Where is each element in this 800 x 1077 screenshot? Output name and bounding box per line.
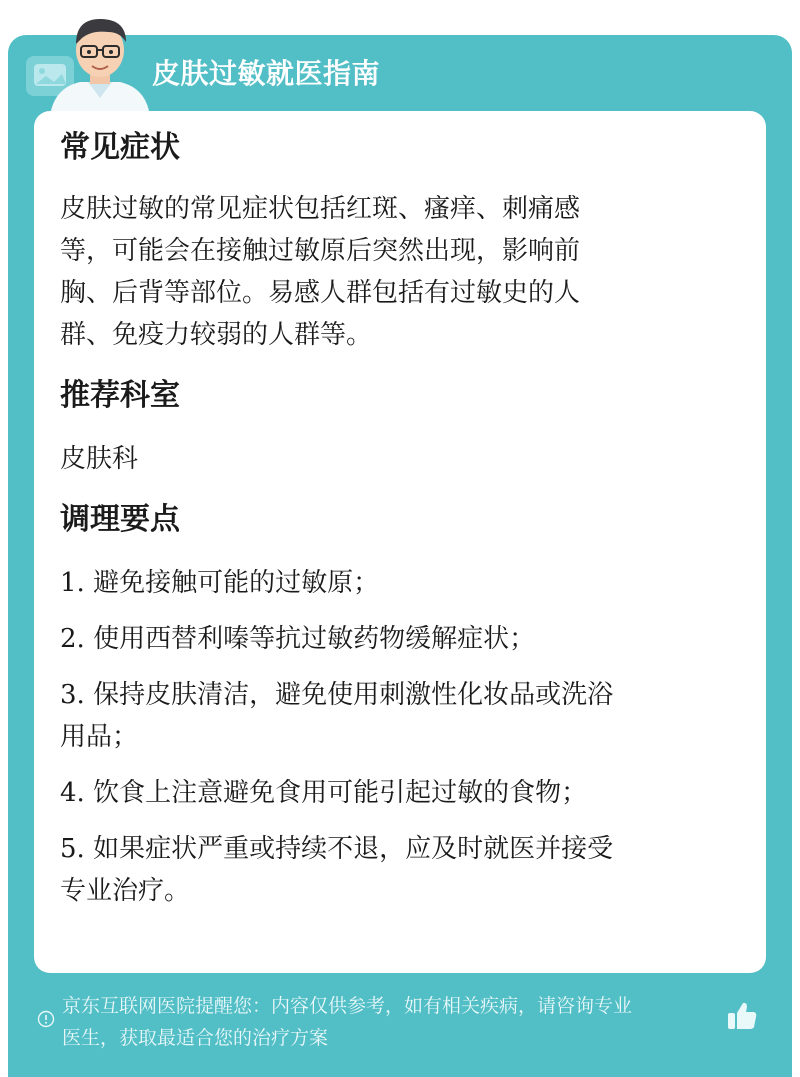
list-item [60, 618, 740, 660]
page-title: 皮肤过敏就医指南 [152, 57, 381, 90]
item-number: 3. [60, 680, 85, 710]
item-number: 1. [60, 568, 85, 598]
list-item [60, 674, 740, 758]
list-item [60, 828, 740, 912]
care-heading: 调理要点 [60, 502, 180, 537]
symptoms-line: 皮肤过敏的常见症状包括红斑、瘙痒、刺痛感 [60, 194, 581, 224]
symptoms-line: 等，可能会在接触过敏原后突然出现，影响前 [60, 236, 581, 266]
disclaimer-line: 京东互联网医院提醒您：内容仅供参考，如有相关疾病，请咨询专业 [62, 995, 633, 1017]
item-text: 用品； [60, 722, 139, 752]
item-text: 保持皮肤清洁，避免使用刺激性化妆品或洗浴 [93, 680, 614, 710]
info-icon [37, 1010, 55, 1028]
thumbs-up-icon[interactable] [724, 998, 760, 1034]
item-text: 如果症状严重或持续不退，应及时就医并接受 [93, 834, 614, 864]
item-text: 避免接触可能的过敏原； [93, 568, 380, 598]
department-heading: 推荐科室 [60, 378, 180, 413]
disclaimer [62, 990, 732, 1054]
list-item [60, 562, 740, 604]
item-text: 专业治疗。 [60, 876, 191, 906]
card-content [60, 128, 740, 912]
symptoms-heading: 常见症状 [60, 130, 180, 165]
item-text: 饮食上注意避免食用可能引起过敏的食物； [93, 778, 588, 808]
item-number: 5. [60, 834, 85, 864]
item-number: 4. [60, 778, 85, 808]
disclaimer-line: 医生，获取最适合您的治疗方案 [62, 1027, 329, 1049]
item-number: 2. [60, 624, 85, 654]
item-text: 使用西替利嗪等抗过敏药物缓解症状； [93, 624, 536, 654]
doctor-avatar [40, 6, 160, 116]
symptoms-line: 群、免疫力较弱的人群等。 [60, 320, 373, 350]
symptoms-line: 胸、后背等部位。易感人群包括有过敏史的人 [60, 278, 581, 308]
department-value: 皮肤科 [60, 444, 139, 474]
symptoms-text [60, 188, 740, 356]
list-item [60, 772, 740, 814]
care-list [60, 562, 740, 912]
